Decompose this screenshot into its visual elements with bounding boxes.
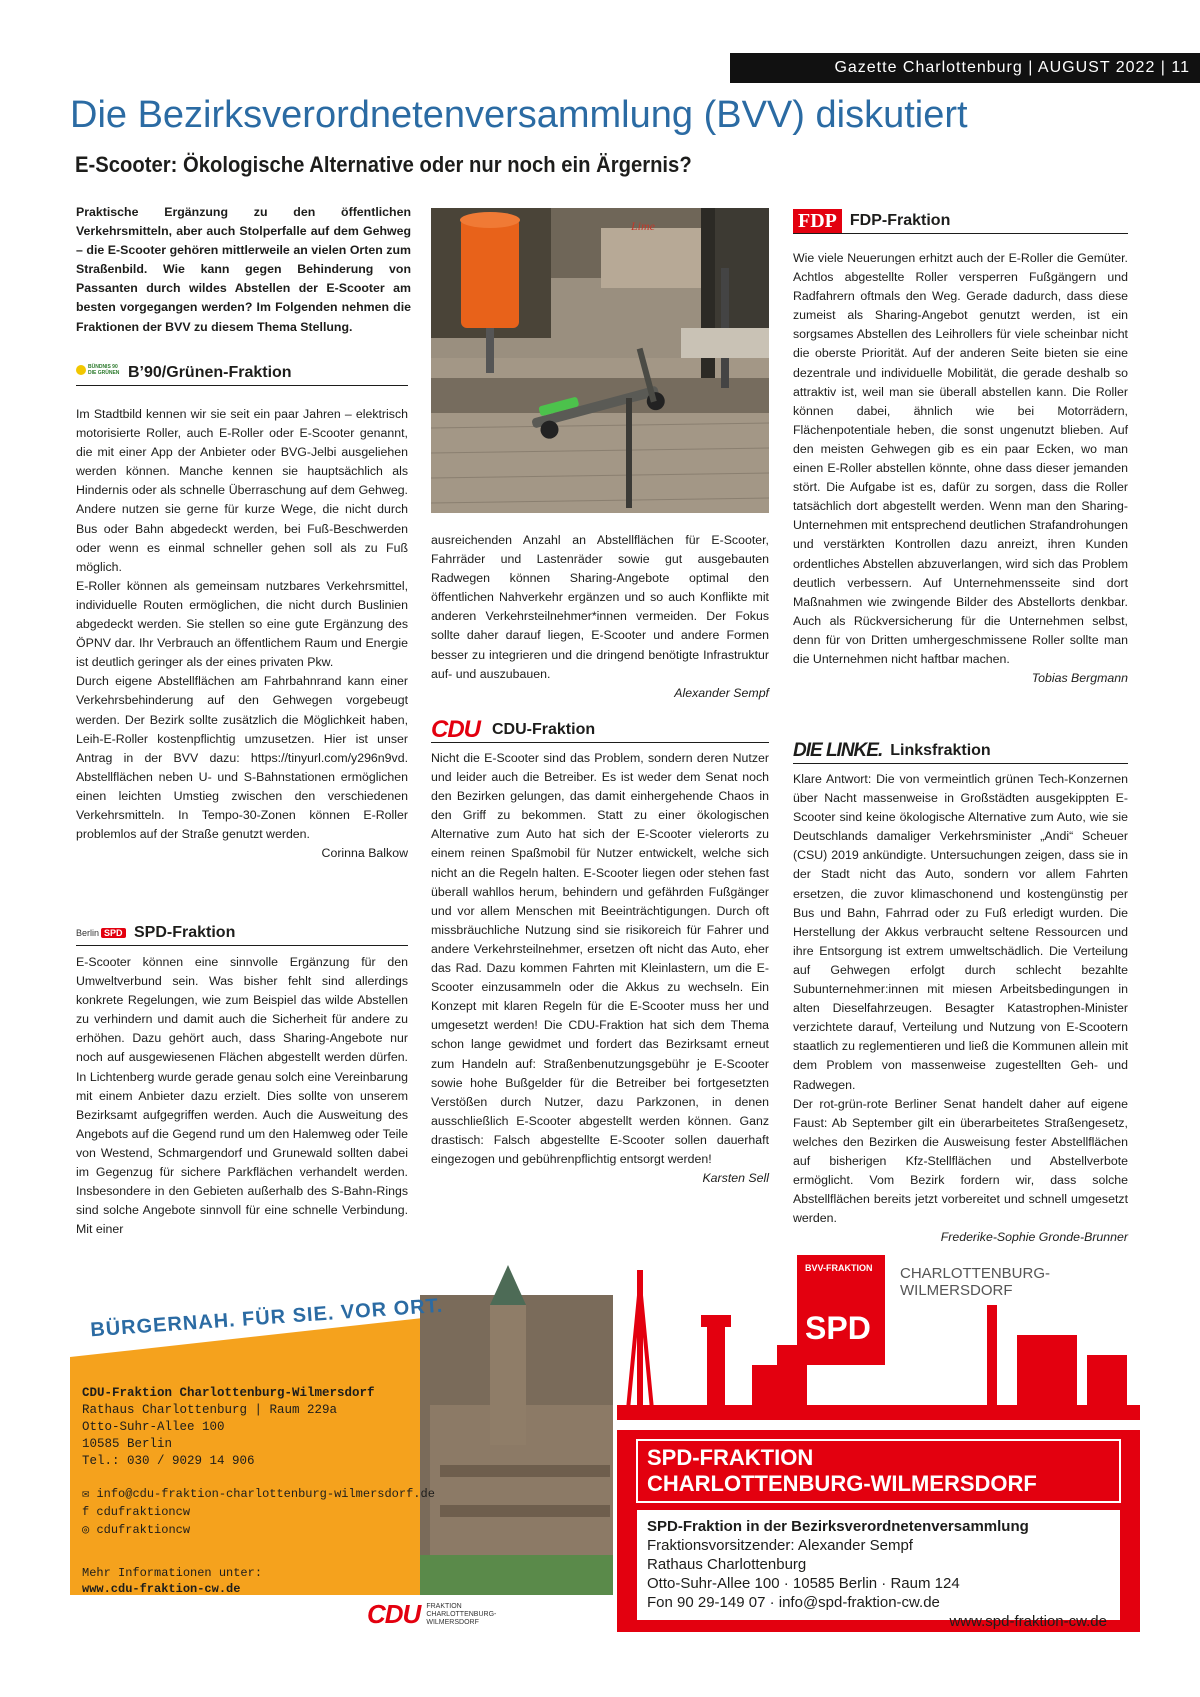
photo-sign: Lime bbox=[631, 219, 655, 233]
spd-logo bbox=[76, 925, 124, 941]
spd-logo-text: SPD bbox=[101, 928, 126, 938]
spd-ad-line-5[interactable]: Fon 90 29-149 07 · info@spd-fraktion-cw.de bbox=[647, 1594, 940, 1611]
cdu-signature: Karsten Sell bbox=[702, 1171, 769, 1186]
cdu-ad-logo-text: CDU bbox=[367, 1599, 421, 1629]
spd-ad-title-2: CHARLOTTENBURG-WILMERSDORF bbox=[647, 1471, 1037, 1496]
instagram-icon: ◎ bbox=[82, 1523, 90, 1537]
page-subtitle: E-Scooter: Ökologische Alternative oder nur noch ein Ärgernis? bbox=[75, 152, 692, 177]
cdu-instagram-row[interactable] bbox=[82, 1521, 435, 1539]
cdu-logo: CDU bbox=[431, 715, 480, 743]
spd-ad-url[interactable]: www.spd-fraktion-cw.de bbox=[949, 1613, 1107, 1630]
linke-heading bbox=[793, 738, 1128, 764]
scooter-photo-illustration bbox=[431, 208, 769, 513]
gruene-heading-text: B’90/Grünen-Fraktion bbox=[128, 363, 292, 381]
cdu-ad-logo-sub-2: CHARLOTTENBURG- bbox=[426, 1610, 497, 1618]
fdp-p1: Wie viele Neuerungen erhitzt auch der E-Roller die Gemüter. Achtlos abgestellte Roller versperren Fußgängern und Radfahrern oftmals den Weg. Gerade dadurch, dass diese zumeist als Sharing-Angebot genutzt werden, ist ein sorgsames Abstellen des Leihrollers für viele scheinbar nicht die oberste Priorität. Auf der anderen Seite bieten sie eine dezentrale und individuelle Mobilität, die gerade deshalb so attraktiv ist, weil man sie überall abstellen kann. Die Roller können dabei, ähnlich wie bei Motorrädern, Flächenpotentiale heben, die sonst ungenutzt blieben. Auf den meisten Gehwegen gib es ein paar Ecken, wo man einen E-Roller abstellen könnte, ohne dass dieser jemanden stört. Die Aufgabe ist es, dafür zu sorgen, dass die Roller tatsächlich dort abgestellt werden. Wenn man den Sharing-Unternehmen mit entsprechend deutlichen Strafandrohungen und verstärkten Kontrollen dazu anreizt, ihren Kunden ordentliches Abstellen abzuverlangen, wird sich das Problem deutlich verbessern. Auf Unternehmensseite sind dort Maßnahmen wie zwingende Bilder des Abstellorts denkbar. Auch als Rückversicherung für die Unternehmen selbst, denn für von Dritten umhergeschmissene Roller sollte man die Unternehmen nicht haftbar machen. bbox=[793, 251, 1128, 666]
mail-icon: ✉ bbox=[82, 1487, 90, 1501]
spd-district bbox=[900, 1265, 1050, 1299]
cdu-slogan: BÜRGERNAH. FÜR SIE. VOR ORT. bbox=[89, 1294, 444, 1342]
spd-heading-text: SPD-Fraktion bbox=[134, 923, 236, 941]
linke-article bbox=[793, 770, 1128, 1247]
spd-logo-berlin: Berlin bbox=[76, 927, 100, 938]
cdu-p1: Nicht die E-Scooter sind das Problem, sondern deren Nutzer und leider auch die Betreiber. Es ist weder dem Senat noch den Bezirken gelungen, das damit einhergehende Chaos in den Griff zu bekommen. Statt zu einer ökologischen Alternative zum Auto hat sich der E-Scooter vielerorts zu einem reinen Spaßmobil für Nutzer entwickelt, welche sich nicht an die Regeln halten. E-Scooter liegen oder stehen fast überall wahllos herum, behindern und gefährden Fußgänger und vor allem Menschen mit Beeinträchtigungen. Durch oft missbräuchliche Nutzung sind sie risikoreich für Fahrer und andere Verkehrsteilnehmer, ersetzen oft nicht das Auto, eher das Rad. Dazu kommen Fahrten mit Kleinlastern, um die E-Scooter einzusammeln oder die Akkus zu wechseln. Ein Konzept mit klaren Regeln für die E-Scooter muss her und umgesetzt werden! Die CDU-Fraktion hat sich dem Thema schon lange gewidmet und fordert das Bezirksamt erneut zum Handeln auf: Straßenbenutzungsgebühr je E-Scooter sowie hohe Bußgelder für die Betreiber bei fortgesetzten Verstößen durch Nutzer, dazu Parkzonen, in denen ausschließlich E-Scooter abgestellt werden können. Ganz drastisch: Falsch abgestellte E-Scooter sollen dauerhaft eingezogen und gebührenpflichtig entsorgt werden! bbox=[431, 751, 769, 1166]
fdp-heading-text: FDP-Fraktion bbox=[849, 211, 951, 229]
cdu-ad-address-1: Rathaus Charlottenburg | Raum 229a bbox=[82, 1403, 338, 1417]
spd-district-2: WILMERSDORF bbox=[900, 1282, 1013, 1299]
spd-district-1: CHARLOTTENBURG- bbox=[900, 1265, 1051, 1282]
spd-bvv-label: BVV-FRAKTION bbox=[805, 1263, 873, 1273]
gruene-heading bbox=[76, 360, 408, 386]
gruene-article bbox=[76, 405, 408, 863]
cdu-heading bbox=[431, 717, 769, 743]
cdu-address-block bbox=[82, 1385, 375, 1470]
linke-logo: DIE LINKE. bbox=[793, 739, 883, 761]
fdp-heading bbox=[793, 208, 1128, 234]
spd-ad-line-4: Otto-Suhr-Allee 100 · 10585 Berlin · Raum 124 bbox=[647, 1575, 960, 1592]
fdp-signature: Tobias Bergmann bbox=[1031, 671, 1128, 686]
cdu-facebook-row[interactable] bbox=[82, 1503, 435, 1521]
cdu-ad-logo-sub-3: WILMERSDORF bbox=[426, 1618, 479, 1626]
fdp-logo: FDP bbox=[793, 209, 842, 233]
page-header: Gazette Charlottenburg | AUGUST 2022 | 11 bbox=[834, 59, 1190, 76]
spd-ad-info bbox=[647, 1517, 1107, 1631]
gruene-p3: Durch eigene Abstellflächen am Fahrbahnrand kann einer Verkehrsbehinderung auf den Gehwegen vorgebeugt werden. Der Bezirk sollte zusätzlich die Möglichkeit haben, Leih-E-Roller kostenpflichtig umzusetzen. Hier ist unser Antrag in der BVV dazu: https://tinyurl.com/y296n9vd. Abstellflächen neben U- und S-Bahnstationen ermöglichen einen leichten Umstieg zwischen den verschiedenen Verkehrsmitteln. In Tempo-30-Zonen können E-Roller problemlos auf der Straße genutzt werden. bbox=[76, 674, 408, 842]
spd-heading bbox=[76, 920, 408, 946]
cdu-contact-block bbox=[82, 1485, 435, 1539]
linke-heading-text: Linksfraktion bbox=[890, 741, 991, 759]
gruene-logo bbox=[76, 364, 120, 382]
linke-p1: Klare Antwort: Die von vermeintlich grünen Tech-Konzernen über Nacht massenweise in Großstädten ausgekippten E-Scooter sind keine ökologische Alternative zum Auto, wie sie Deutschlands damaliger Verkehrsminister „Andi“ Scheuer (CSU) 2019 ankündigte. Untersuchungen zeigen, dass sie in der Stadt nicht das Auto, sondern vor allem Fahrten ersetzen, die zuvor klimaschonend und kostengünstig per Bus und Bahn, Fahrrad oder zu Fuß erledigt wurden. Die Herstellung der Akkus verbraucht seltene Ressourcen und ihre Entsorgung ist extrem umweltschädlich. Die Verteilung auf Gehwegen erfolgt durch schlecht bezahlte Subunternehmer:innen mit miesen Arbeitsbedingungen in alten Dieselfahrzeugen. Besagter Katastrophen-Minister verzichtete darauf, Verteilung und Nutzung von E-Scootern staatlich zu reglementieren und ließ die Kommunen allein mit dem Problem von massenweise zugestellten Geh- und Radwegen. bbox=[793, 772, 1128, 1092]
spd-ad-line-3: Rathaus Charlottenburg bbox=[647, 1556, 807, 1573]
cdu-advert bbox=[70, 1255, 613, 1632]
gruene-signature: Corinna Balkow bbox=[321, 846, 408, 861]
spd-p1: E-Scooter können eine sinnvolle Ergänzung für den Umweltverbund sein. Was bisher fehlt sind allerdings konkrete Regelungen, wie zum Beispiel das wilde Abstellen zu verhindern und damit auch die Sicherheit für andere zu erhöhen. Dazu gehört auch, dass Sharing-Angebote nur noch auf ausgewiesenen Flächen abgestellt werden dürfen. In Lichtenberg wurde gerade genau solch eine Vereinbarung mit einem Anbieter dazu erzielt. Dies sollte von unserem Bezirksamt aufgegriffen werden. Auch die Ausweitung des Angebots auf die Gegend rund um den Halemweg oder Teile von Westend, Schmargendorf und Grunewald sollten dabei im Gegenzug für sichere Parkflächen verhandelt werden. Insbesondere in den Gebieten außerhalb des S-Bahn-Rings sind solche Angebote sinnvoll für eine schnelle Verbindung. Mit einer bbox=[76, 955, 408, 1237]
cdu-more-label: Mehr Informationen unter: bbox=[82, 1566, 263, 1580]
spd-signature: Alexander Sempf bbox=[674, 685, 769, 700]
fdp-article bbox=[793, 249, 1128, 688]
cdu-ad-address-4: Tel.: 030 / 9029 14 906 bbox=[82, 1454, 255, 1468]
cdu-ad-logo-sub bbox=[426, 1603, 496, 1627]
cdu-ad-address-3: 10585 Berlin bbox=[82, 1437, 173, 1451]
sunflower-icon bbox=[76, 365, 86, 375]
spd-advert bbox=[617, 1255, 1140, 1632]
spd-ad-line-1: SPD-Fraktion in der Bezirksverordnetenversammlung bbox=[647, 1518, 1029, 1535]
cdu-heading-text: CDU-Fraktion bbox=[492, 720, 596, 738]
spd-ad-line-2: Fraktionsvorsitzender: Alexander Sempf bbox=[647, 1537, 913, 1554]
cdu-facebook[interactable]: cdufraktioncw bbox=[96, 1505, 191, 1519]
scooter-photo bbox=[431, 208, 769, 513]
spd-ad-title bbox=[647, 1445, 1037, 1497]
facebook-icon: f bbox=[82, 1505, 90, 1519]
cdu-more-url[interactable]: www.cdu-fraktion-cw.de bbox=[82, 1582, 241, 1596]
linke-p2: Der rot-grün-rote Berliner Senat handelt daher auf eigene Faust: Ab September gilt ein überarbeitetes Straßengesetz, welches den Bezirken die Ausweisung fester Abstellflächen auf bisherigen Kfz-Stellflächen und Abstellverbote ermöglicht. Vom Bezirk fordern wir, dass solche Abstellflächen bereits jetzt vorbereitet und schnell umgesetzt werden. bbox=[793, 1096, 1128, 1226]
spd-article-part2 bbox=[431, 531, 769, 703]
cdu-ad-name: CDU-Fraktion Charlottenburg-Wilmersdorf bbox=[82, 1386, 375, 1400]
page-title: Die Bezirksverordnetenversammlung (BVV) diskutiert bbox=[70, 94, 968, 136]
cdu-more-block bbox=[82, 1565, 262, 1597]
cdu-email-row[interactable] bbox=[82, 1485, 435, 1503]
intro-text: Praktische Ergänzung zu den öffentlichen Verkehrsmitteln, aber auch Stolperfalle auf dem Gehweg – die E-Scooter gehören mittlerweile an vielen Orten zum Straßenbild. Wie kann gegen Behinderung von Passanten durch wildes Abstellen der E-Scooter am besten vorgegangen werden? Im Folgenden nehmen die Fraktionen der BVV zu diesem Thema Stellung. bbox=[76, 205, 411, 334]
linke-signature: Frederike-Sophie Gronde-Brunner bbox=[940, 1230, 1128, 1245]
cdu-email[interactable]: info@cdu-fraktion-charlottenburg-wilmersdorf.de bbox=[96, 1487, 435, 1501]
cdu-article bbox=[431, 749, 769, 1188]
cdu-ad-logo-sub-1: FRAKTION bbox=[426, 1602, 462, 1610]
spd-ad-logo: SPD bbox=[805, 1310, 871, 1346]
cdu-instagram[interactable]: cdufraktioncw bbox=[96, 1523, 191, 1537]
gruene-p2: E-Roller können als gemeinsam nutzbares Verkehrsmittel, individuelle Routen ermöglichen, die nicht durch Buslinien abgedeckt werden. Sie stellen so eine gute Ergänzung des ÖPNV dar. Ihr Verbrauch an öffentlichem Raum und Energie ist deutlich geringer als der eines privaten Pkw. bbox=[76, 578, 408, 670]
spd-article-part1 bbox=[76, 953, 408, 1239]
spd-ad-title-1: SPD-FRAKTION bbox=[647, 1445, 814, 1470]
gruene-p1: Im Stadtbild kennen wir sie seit ein paar Jahren – elektrisch motorisierte Roller, auch E-Roller oder E-Scooter genannt, die mit einer App der Anbieter oder BVG-Jelbi ausgeliehen werden können. Manche kennen sie hauptsächlich als Hindernis oder als schnelle Überraschung auf dem Gehweg. Andere nutzen sie gerne für kurze Wege, die nicht durch Bus oder Bahn abgedeckt werden, bei Fuß-Beschwerden oder wenn es einmal schneller gehen soll als zu Fuß möglich. bbox=[76, 407, 408, 574]
cdu-ad-address-2: Otto-Suhr-Allee 100 bbox=[82, 1420, 225, 1434]
gruene-logo-text: BÜNDNIS 90 DIE GRÜNEN bbox=[88, 363, 120, 376]
spd-p2: ausreichenden Anzahl an Abstellflächen für E-Scooter, Fahrräder und Lastenräder sowie gut ausgebauten Radwegen können Sharing-Angebote optimal den öffentlichen Nahverkehr ergänzen und so auch Konflikte mit anderen Verkehrsteilnehmer*innen vermeiden. Der Fokus sollte daher darauf liegen, E-Scooter und andere Formen besser zu integrieren und die dringend benötigte Infrastruktur auf- und auszubauen. bbox=[431, 533, 769, 681]
cdu-ad-logo bbox=[367, 1599, 496, 1630]
